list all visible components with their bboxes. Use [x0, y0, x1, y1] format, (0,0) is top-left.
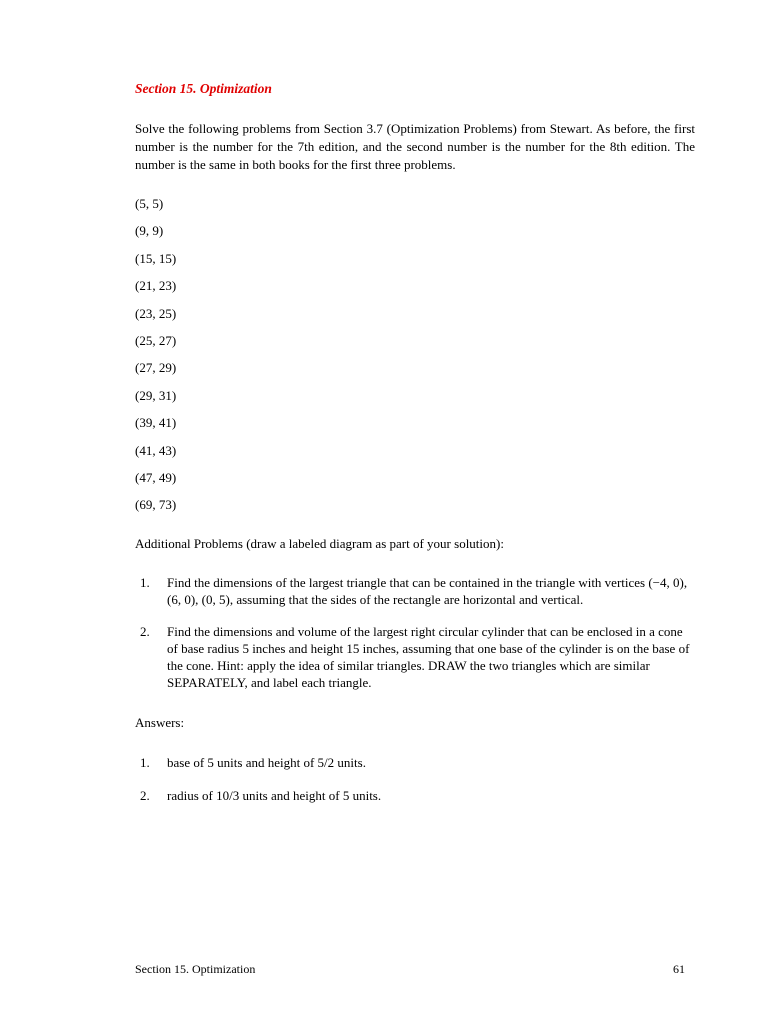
problem-pair: (21, 23)	[135, 278, 177, 294]
answer-list	[135, 754, 695, 820]
problem-pair: (27, 29)	[135, 360, 177, 376]
intro-paragraph: Solve the following problems from Section 3.7 (Optimization Problems) from Stewart. As before, the first number is the number for the 7th edition, and the second number is the number for the 8th edition. The number is the same in both books for the first three problems.	[135, 121, 695, 172]
answer-item	[135, 754, 695, 771]
problem-pair: (41, 43)	[135, 442, 177, 458]
problem-pair-list	[135, 195, 176, 524]
problem-pair: (29, 31)	[135, 387, 177, 403]
problem-number: 2.	[140, 624, 150, 639]
answer-number: 1.	[140, 755, 150, 770]
problem-pair: (23, 25)	[135, 305, 177, 321]
document-page	[135, 0, 695, 1024]
problem-pair: (25, 27)	[135, 332, 177, 348]
problem-text: Find the dimensions and volume of the largest right circular cylinder that can be enclosed in a cone of base radius 5 inches and height 15 inches, assuming that one base of the cylinder is on the base of the cone. Hint: apply the idea of similar triangles. DRAW the two triangles which are similar SEPARATELY, and label each triangle.	[167, 624, 690, 690]
footer-page-number: 61	[673, 962, 685, 976]
additional-problems-heading: Additional Problems (draw a labeled diagram as part of your solution):	[135, 536, 504, 551]
answer-text: radius of 10/3 units and height of 5 units.	[167, 788, 382, 803]
problem-pair: (47, 49)	[135, 469, 177, 485]
problem-pair: (5, 5)	[135, 196, 164, 211]
problem-pair: (69, 73)	[135, 497, 177, 513]
answer-number: 2.	[140, 788, 150, 803]
section-title: Section 15. Optimization	[135, 81, 272, 96]
problem-number: 1.	[140, 575, 150, 590]
footer-section-label: Section 15. Optimization	[135, 962, 256, 976]
additional-problem	[135, 623, 695, 691]
problem-pair: (9, 9)	[135, 223, 164, 239]
problem-pair: (39, 41)	[135, 415, 177, 431]
answer-item	[135, 787, 695, 804]
additional-problem-list	[135, 574, 695, 706]
problem-text: Find the dimensions of the largest triangle that can be contained in the triangle with vertices (−4, 0), (6, 0), (0, 5), assuming that the sides of the rectangle are horizontal and vertical.	[167, 575, 688, 607]
problem-pair: (15, 15)	[135, 250, 177, 266]
answer-text: base of 5 units and height of 5/2 units.	[167, 755, 366, 770]
answers-heading: Answers:	[135, 715, 185, 730]
additional-problem	[135, 574, 695, 608]
